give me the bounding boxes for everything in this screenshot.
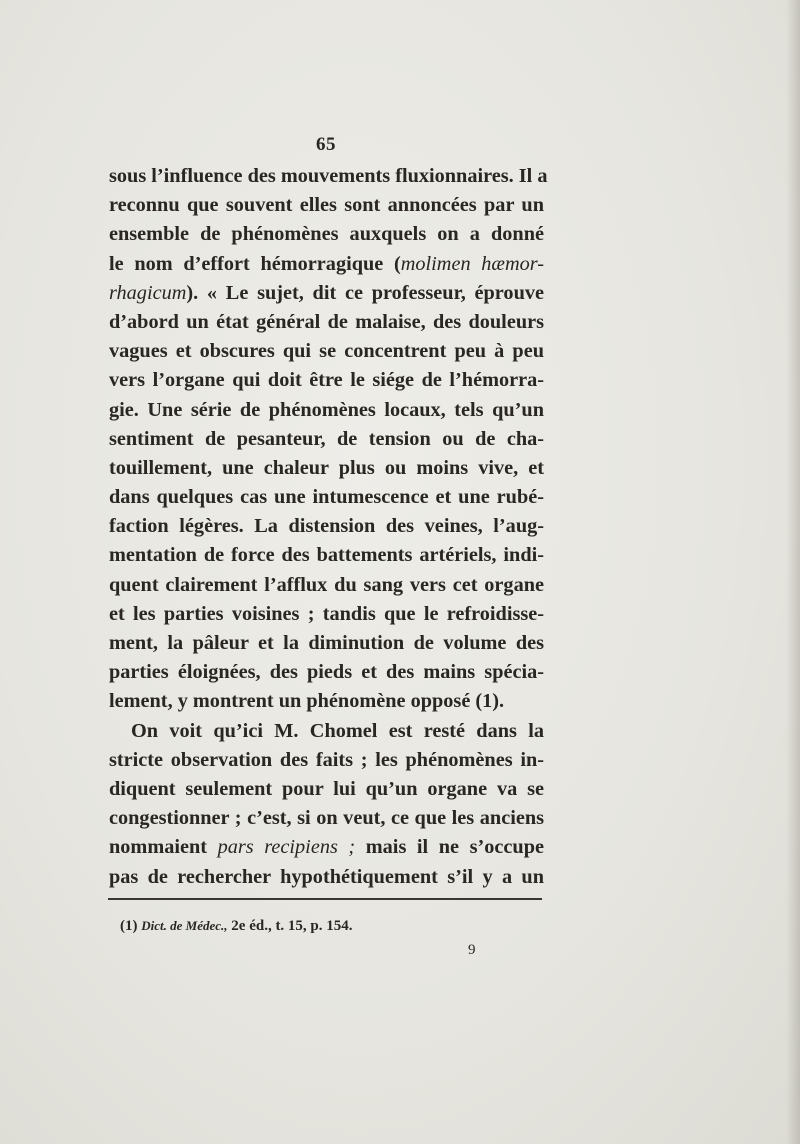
text-segment: mais il ne s’occupe xyxy=(355,836,544,859)
text-line xyxy=(109,483,544,512)
text-line xyxy=(109,250,544,279)
text-segment: ment, la pâleur et la diminution de volume des xyxy=(109,632,544,654)
text-segment: stricte observation des faits ; les phénomènes in- xyxy=(109,748,544,771)
text-segment: dans quelques cas une intumescence et une rubé- xyxy=(109,486,544,509)
footnote-rest: 2e éd., t. 15, p. 154. xyxy=(227,918,353,934)
text-line xyxy=(109,629,544,658)
text-line xyxy=(109,571,544,600)
text-segment: lement, y montrent un phénomène opposé (1). xyxy=(109,690,505,713)
footnote-marker: (1) xyxy=(120,918,142,934)
text-line xyxy=(109,600,544,629)
text-segment: quent clairement l’afflux du sang vers cet organe xyxy=(109,573,544,596)
text-line xyxy=(109,337,544,366)
text-line xyxy=(109,717,544,746)
signature-mark: 9 xyxy=(468,942,476,958)
text-segment: parties éloignées, des pieds et des mains spécia- xyxy=(109,661,544,684)
text-segment: vagues et obscures qui se concentrent peu à peu xyxy=(109,340,544,363)
text-line xyxy=(109,191,544,220)
text-line xyxy=(109,746,544,775)
text-line xyxy=(109,308,544,337)
text-line xyxy=(109,658,544,687)
text-segment: On voit qu’ici M. Chomel est resté dans la xyxy=(131,719,544,742)
text-line xyxy=(109,541,544,570)
page-edge-shadow xyxy=(786,0,800,1144)
text-line xyxy=(109,396,544,425)
text-line xyxy=(109,162,548,191)
italic-text: rhagicum xyxy=(109,281,187,304)
footnote-rule xyxy=(108,898,542,900)
text-segment: et les parties voisines ; tandis que le refroidisse- xyxy=(109,602,544,625)
body-text xyxy=(109,162,548,892)
italic-text: molimen hæmor- xyxy=(400,252,544,275)
text-segment: vers l’organe qui doit être le siége de l’hémorra- xyxy=(109,369,544,392)
text-segment: ). « Le sujet, dit ce professeur, éprouve xyxy=(186,281,544,304)
text-line xyxy=(109,775,544,804)
text-segment: ensemble de phénomènes auxquels on a donné xyxy=(109,223,544,246)
text-segment: congestionner ; c’est, si on veut, ce que les anciens xyxy=(109,807,544,830)
text-segment: diquent seulement pour lui qu’un organe va se xyxy=(109,777,544,800)
text-segment: pas de rechercher hypothétiquement s’il y a un xyxy=(109,865,544,888)
text-line xyxy=(109,804,544,833)
page-number: 65 xyxy=(316,134,336,155)
text-segment: d’abord un état général de malaise, des douleurs xyxy=(109,310,544,333)
text-line xyxy=(109,512,544,541)
text-line xyxy=(109,279,544,308)
text-segment: sous l’influence des mouvements fluxionnaires. Il a xyxy=(109,165,548,187)
text-segment: gie. Une série de phénomènes locaux, tels qu’un xyxy=(109,398,544,421)
text-segment: mentation de force des battements artériels, indi- xyxy=(109,544,544,567)
footnote xyxy=(120,918,353,935)
text-segment: touillement, une chaleur plus ou moins vive, et xyxy=(109,456,544,479)
text-segment: sentiment de pesanteur, de tension ou de cha- xyxy=(109,427,544,450)
text-line xyxy=(109,687,544,716)
text-segment: nommaient xyxy=(109,836,218,859)
text-line xyxy=(109,863,544,892)
text-segment: faction légères. La distension des veines, l’aug- xyxy=(109,515,544,538)
text-line xyxy=(109,425,544,454)
text-line xyxy=(109,833,544,862)
text-segment: reconnu que souvent elles sont annoncées par un xyxy=(109,194,544,217)
text-line xyxy=(109,220,544,249)
text-line xyxy=(109,366,544,395)
italic-text: pars recipiens ; xyxy=(217,836,356,859)
text-segment: le nom d’effort hémorragique ( xyxy=(109,252,401,275)
footnote-source: Dict. de Médec., xyxy=(141,918,228,933)
text-line xyxy=(109,454,544,483)
